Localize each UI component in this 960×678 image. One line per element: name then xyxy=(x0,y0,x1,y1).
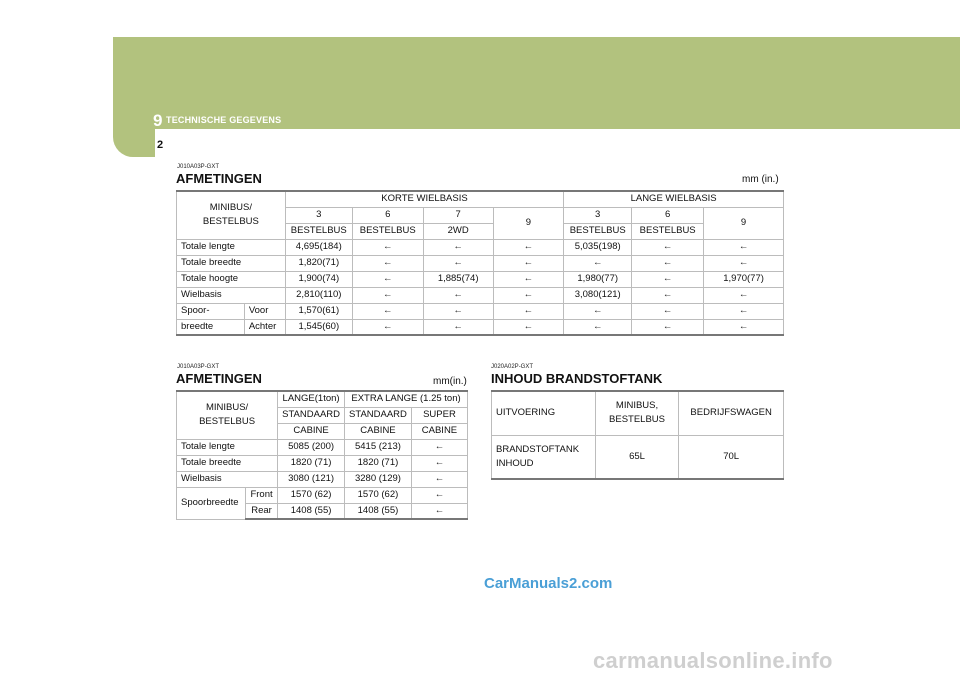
table-cell: ← xyxy=(704,255,784,271)
group-long-wheelbase: LANGE WIELBASIS xyxy=(564,191,784,207)
column-header: 3 xyxy=(285,207,352,223)
column-subheader: BESTELBUS xyxy=(564,223,632,239)
table-cell: ← xyxy=(493,255,564,271)
section-title: AFMETINGEN xyxy=(176,171,262,186)
corner-label: MINIBUS/ BESTELBUS xyxy=(177,391,278,439)
table-cell: ← xyxy=(352,303,423,319)
table-cell: ← xyxy=(411,439,467,455)
dimensions-table-2 xyxy=(176,390,468,520)
table-cell: 1570 (62) xyxy=(345,487,412,503)
row-label: Spoor- xyxy=(177,303,245,319)
table-cell: ← xyxy=(632,303,704,319)
table-cell: ← xyxy=(704,239,784,255)
table-row xyxy=(177,455,468,471)
row-label: Totale lengte xyxy=(177,439,278,455)
row-label: Spoorbreedte xyxy=(177,487,246,519)
column-subheader: CABINE xyxy=(278,423,345,439)
fuel-tank-table xyxy=(491,390,784,480)
table-cell: 1,885(74) xyxy=(423,271,493,287)
table-cell: ← xyxy=(632,287,704,303)
group-short-wheelbase: KORTE WIELBASIS xyxy=(285,191,563,207)
table-cell: ← xyxy=(411,487,467,503)
table-cell: ← xyxy=(704,319,784,335)
table-cell: ← xyxy=(632,255,704,271)
table-cell: ← xyxy=(564,319,632,335)
table-cell: 4,695(184) xyxy=(285,239,352,255)
table-cell: ← xyxy=(423,255,493,271)
row-label: UITVOERING xyxy=(492,391,596,435)
table-cell: 1,570(61) xyxy=(285,303,352,319)
row-sublabel: Achter xyxy=(244,319,285,335)
row-label: Totale breedte xyxy=(177,255,286,271)
column-header: MINIBUS, BESTELBUS xyxy=(595,391,679,435)
table-cell: ← xyxy=(493,271,564,287)
table-cell: 1,820(71) xyxy=(285,255,352,271)
row-label: Totale breedte xyxy=(177,455,278,471)
table-cell: 1820 (71) xyxy=(278,455,345,471)
column-subheader: BESTELBUS xyxy=(285,223,352,239)
table-cell: ← xyxy=(493,287,564,303)
table-cell: ← xyxy=(704,287,784,303)
row-sublabel: Rear xyxy=(245,503,277,519)
column-header: 9 xyxy=(704,207,784,239)
table-cell: ← xyxy=(411,455,467,471)
row-label: breedte xyxy=(177,319,245,335)
table-cell: ← xyxy=(423,287,493,303)
table-cell: 5085 (200) xyxy=(278,439,345,455)
column-header: 6 xyxy=(632,207,704,223)
chapter-title: TECHNISCHE GEGEVENS xyxy=(166,115,282,125)
table-row xyxy=(177,271,784,287)
table-cell: ← xyxy=(564,303,632,319)
table-cell: ← xyxy=(564,255,632,271)
table-row xyxy=(177,471,468,487)
table-cell: 3080 (121) xyxy=(278,471,345,487)
column-header: 9 xyxy=(493,207,564,239)
table-cell: 1408 (55) xyxy=(278,503,345,519)
column-subheader: CABINE xyxy=(345,423,412,439)
table-cell: 2,810(110) xyxy=(285,287,352,303)
column-header: 6 xyxy=(352,207,423,223)
table-row xyxy=(177,255,784,271)
table-cell: ← xyxy=(632,271,704,287)
row-sublabel: Voor xyxy=(244,303,285,319)
table-cell: 1,970(77) xyxy=(704,271,784,287)
table-cell: ← xyxy=(704,303,784,319)
column-subheader: STANDAARD xyxy=(345,407,412,423)
table-cell: 5,035(198) xyxy=(564,239,632,255)
column-header-long: LANGE(1ton) xyxy=(278,391,345,407)
table-cell: ← xyxy=(352,287,423,303)
table-cell: ← xyxy=(423,239,493,255)
column-subheader: BESTELBUS xyxy=(352,223,423,239)
column-subheader: STANDAARD xyxy=(278,407,345,423)
unit-label: mm (in.) xyxy=(742,174,779,185)
table-cell: ← xyxy=(493,303,564,319)
column-header: BEDRIJFSWAGEN xyxy=(679,391,784,435)
table-row xyxy=(177,239,784,255)
page-number: 2 xyxy=(157,139,164,151)
section-code: J010A03P-GXT xyxy=(177,164,220,170)
table-cell: 1570 (62) xyxy=(278,487,345,503)
table-cell: 1,900(74) xyxy=(285,271,352,287)
table-cell: ← xyxy=(352,255,423,271)
table-cell: ← xyxy=(352,271,423,287)
dimensions-table xyxy=(176,190,784,336)
table-cell: ← xyxy=(493,239,564,255)
row-label: Totale hoogte xyxy=(177,271,286,287)
row-label: BRANDSTOFTANK INHOUD xyxy=(492,435,596,479)
table-cell: ← xyxy=(411,471,467,487)
column-subheader: BESTELBUS xyxy=(632,223,704,239)
table-cell: 1820 (71) xyxy=(345,455,412,471)
table-cell: 3,080(121) xyxy=(564,287,632,303)
section-title: INHOUD BRANDSTOFTANK xyxy=(491,371,663,386)
section-code: J010A03P-GXT xyxy=(177,364,220,370)
table-cell: ← xyxy=(411,503,467,519)
row-label: Wielbasis xyxy=(177,287,286,303)
table-cell: 1408 (55) xyxy=(345,503,412,519)
table-row xyxy=(177,319,784,335)
table-cell: 1,980(77) xyxy=(564,271,632,287)
column-subheader: CABINE xyxy=(411,423,467,439)
table-cell: 65L xyxy=(595,435,679,479)
column-subheader: SUPER xyxy=(411,407,467,423)
table-cell: ← xyxy=(632,319,704,335)
table-row xyxy=(177,439,468,455)
table-cell: ← xyxy=(632,239,704,255)
table-cell: 1,545(60) xyxy=(285,319,352,335)
column-header: 7 xyxy=(423,207,493,223)
row-sublabel: Front xyxy=(245,487,277,503)
table-row xyxy=(177,487,468,503)
column-subheader: 2WD xyxy=(423,223,493,239)
table-cell: ← xyxy=(352,239,423,255)
section-code: J020A02P-GXT xyxy=(491,364,534,370)
table-cell: 3280 (129) xyxy=(345,471,412,487)
watermark[interactable]: CarManuals2.com xyxy=(484,575,613,592)
table-row xyxy=(177,303,784,319)
table-cell: ← xyxy=(423,303,493,319)
footer-url[interactable]: carmanualsonline.info xyxy=(593,648,833,673)
table-cell: 70L xyxy=(679,435,784,479)
row-label: Totale lengte xyxy=(177,239,286,255)
table-cell: ← xyxy=(423,319,493,335)
section-title: AFMETINGEN xyxy=(176,371,262,386)
column-header-extra-long: EXTRA LANGE (1.25 ton) xyxy=(345,391,468,407)
table-cell: ← xyxy=(493,319,564,335)
corner-label: MINIBUS/ BESTELBUS xyxy=(177,191,286,239)
unit-label: mm(in.) xyxy=(433,376,467,387)
column-header: 3 xyxy=(564,207,632,223)
chapter-number: 9 xyxy=(153,111,163,130)
table-row xyxy=(177,287,784,303)
table-row xyxy=(492,435,784,479)
table-cell: 5415 (213) xyxy=(345,439,412,455)
table-cell: ← xyxy=(352,319,423,335)
row-label: Wielbasis xyxy=(177,471,278,487)
